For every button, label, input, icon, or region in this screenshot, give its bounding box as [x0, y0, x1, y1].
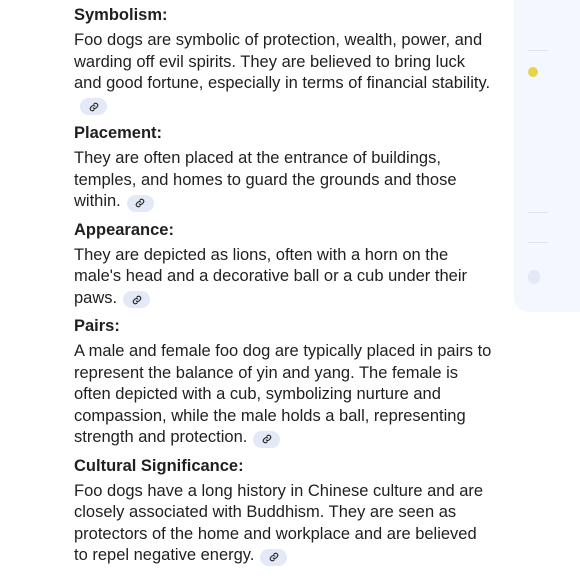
side-panel-divider — [528, 242, 548, 243]
section-text — [74, 148, 494, 213]
response-content — [74, 4, 494, 573]
section-text-content: They are depicted as lions, often with a horn on the male's head and a decorative ball or a cub under their paws. — [74, 245, 467, 307]
side-panel-status-dot — [528, 67, 538, 77]
link-icon — [135, 198, 145, 208]
section-heading: Pairs: — [74, 317, 120, 335]
section-text-content: Foo dogs are symbolic of protection, wealth, power, and warding off evil spirits. They are believed to bring luck and good fortune, especially in terms of financial stability. — [74, 31, 491, 92]
section-symbolism — [74, 4, 494, 116]
link-icon — [89, 102, 99, 112]
section-text — [74, 245, 494, 310]
source-link-button[interactable] — [253, 431, 280, 448]
link-icon — [262, 434, 272, 444]
source-link-button[interactable] — [260, 549, 287, 566]
section-heading: Appearance: — [74, 220, 174, 239]
section-text — [74, 341, 494, 449]
source-link-button[interactable] — [123, 291, 150, 308]
section-cultural-significance — [74, 455, 494, 567]
section-text — [74, 481, 494, 567]
link-icon — [269, 552, 279, 562]
source-link-button[interactable] — [127, 195, 154, 212]
link-icon — [132, 295, 142, 305]
side-panel-divider — [528, 212, 548, 213]
side-panel-edge[interactable] — [514, 0, 580, 312]
section-heading: Cultural Significance: — [74, 456, 244, 475]
section-text-content: A male and female foo dog are typically placed in pairs to represent the balance of yin and yang. The female is often depicted with a cub, symbolizing nurture and compassion, while the male holds a ball, representing strength and protection. — [74, 342, 492, 446]
section-text-content: Foo dogs have a long history in Chinese culture and are closely associated with Buddhism. They are seen as protectors of the home and workplace and are believed to repel negative energy. — [74, 481, 484, 564]
section-pairs — [74, 315, 494, 449]
section-appearance — [74, 219, 494, 310]
side-panel-divider — [528, 50, 548, 51]
section-heading: Symbolism: — [74, 6, 168, 24]
section-text-content: They are often placed at the entrance of buildings, temples, and homes to guard the grounds and those within. — [74, 149, 457, 210]
section-placement — [74, 122, 494, 213]
section-heading: Placement: — [74, 124, 163, 142]
side-panel-chip[interactable] — [528, 270, 540, 284]
source-link-button[interactable] — [80, 98, 107, 115]
section-text — [74, 30, 494, 116]
